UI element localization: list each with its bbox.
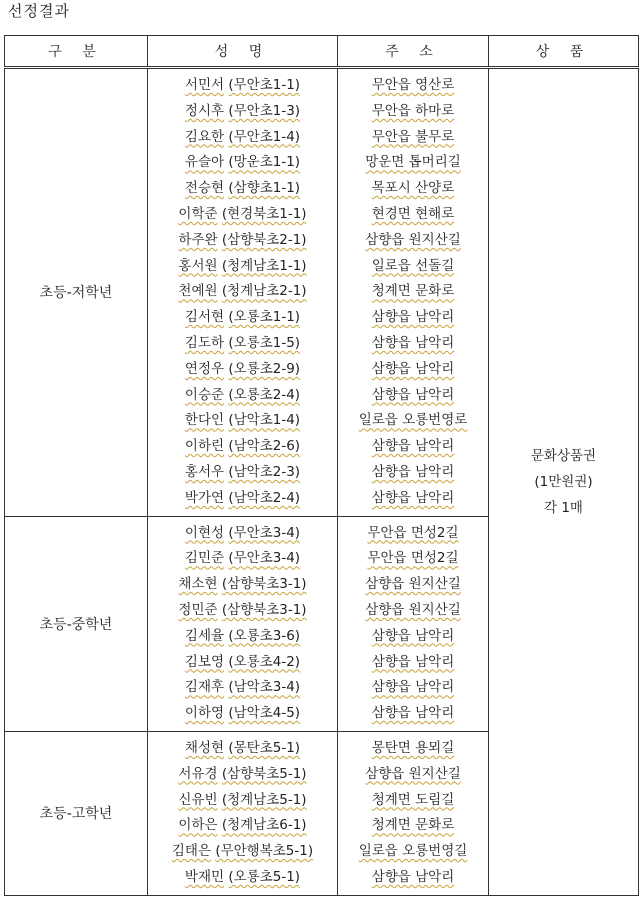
winner-name: 서유경 (178, 765, 218, 782)
winner-name: 채소현 (178, 576, 218, 593)
winner-name: 김민준 (184, 550, 225, 567)
winner-name: 이현성 (184, 524, 225, 541)
winner-entry (148, 73, 337, 99)
winner-name: 서민서 (184, 77, 225, 93)
winner-address-list (338, 731, 489, 895)
group-row (5, 68, 639, 517)
winner-entry (148, 202, 337, 228)
winner-name: 한다인 (184, 412, 225, 429)
winner-address-entry (338, 279, 488, 305)
winner-school: (삼향북초3-1) (221, 601, 307, 618)
winner-address: 삼향읍 원지산길 (365, 231, 461, 248)
winner-address: 일로읍 오룡번영로 (358, 412, 468, 429)
winner-address: 삼향읍 남악리 (371, 334, 455, 351)
winner-entry (148, 762, 337, 788)
group-category: 초등-중학년 (5, 516, 148, 731)
winner-school: (무안행복초5-1) (215, 843, 314, 860)
winner-school: (오룡초1-1) (228, 309, 301, 326)
winner-school: (오룡초5-1) (228, 868, 301, 885)
winner-address: 무안읍 불무로 (371, 128, 455, 145)
winner-address: 무안읍 면성2길 (367, 524, 459, 541)
winner-address-list (338, 68, 489, 517)
winner-entry (148, 839, 337, 865)
header-prize: 상 품 (489, 36, 639, 68)
winner-address: 삼향읍 남악리 (371, 868, 455, 885)
winner-address: 무안읍 면성2길 (367, 550, 459, 567)
winner-entry (148, 546, 337, 572)
winner-school: (무안초3-4) (228, 524, 301, 541)
winner-address: 몽탄면 용뫼길 (371, 739, 455, 756)
winner-school: (현경북초1-1) (221, 205, 307, 222)
winner-address-entry (338, 572, 488, 598)
winner-address: 무안읍 하마로 (371, 102, 455, 119)
winner-school: (청계남초1-1) (221, 257, 307, 274)
winner-address-entry (338, 736, 488, 762)
winner-name: 연정우 (184, 360, 225, 377)
winner-school: (오룡초4-2) (228, 653, 301, 670)
results-body (5, 68, 639, 896)
winner-address: 삼향읍 남악리 (371, 438, 455, 455)
winner-entry (148, 675, 337, 701)
winner-address: 삼향읍 남악리 (371, 309, 455, 326)
winner-entry (148, 813, 337, 839)
winner-name: 박가연 (184, 489, 225, 506)
winner-school: (망운초1-1) (228, 154, 301, 171)
winner-name: 정시후 (184, 102, 225, 119)
winner-name: 김요한 (184, 128, 225, 145)
winner-address-entry (338, 383, 488, 409)
winner-name: 김서현 (184, 309, 225, 326)
winner-address: 삼향읍 원지산길 (365, 576, 461, 593)
winner-name: 김도하 (184, 334, 225, 351)
winner-entry (148, 305, 337, 331)
prize-text: (1만원권) (534, 473, 593, 490)
winner-address: 삼향읍 원지산길 (365, 601, 461, 618)
winner-address: 삼향읍 남악리 (371, 705, 455, 722)
winner-address: 청계면 도림길 (371, 791, 455, 808)
winner-name: 전승현 (184, 180, 225, 197)
winner-school: (남악초4-5) (228, 705, 301, 722)
winner-entry (148, 572, 337, 598)
winner-name: 홍서원 (178, 257, 218, 274)
prize-text: 문화상품권 (530, 447, 597, 464)
winner-address-entry (338, 331, 488, 357)
winner-entry (148, 624, 337, 650)
winner-address-entry (338, 813, 488, 839)
winner-address-list (338, 516, 489, 731)
winner-address: 일로읍 선돌길 (371, 257, 455, 274)
header-row (5, 36, 639, 68)
winner-entry (148, 486, 337, 512)
winner-entry (148, 788, 337, 814)
winner-entry (148, 434, 337, 460)
winner-entry (148, 865, 337, 891)
header-address: 주 소 (338, 36, 489, 68)
winner-address-entry (338, 73, 488, 99)
winner-address: 무안읍 영산로 (371, 77, 455, 93)
winner-entry (148, 331, 337, 357)
winner-school: (삼향북초2-1) (221, 231, 307, 248)
winner-school: (오룡초3-6) (228, 627, 301, 644)
prize-cell (489, 68, 639, 896)
winner-address-entry (338, 521, 488, 547)
winner-name: 신유빈 (178, 791, 218, 808)
winner-school: (무안초1-3) (228, 102, 301, 119)
winner-name: 정민준 (178, 601, 218, 618)
group-category: 초등-고학년 (5, 731, 148, 895)
winner-school: (남악초2-6) (228, 438, 301, 455)
winner-entry (148, 650, 337, 676)
winner-address-entry (338, 486, 488, 512)
winner-entry (148, 125, 337, 151)
winner-school: (남악초2-3) (228, 463, 301, 480)
winner-name: 이하린 (184, 438, 225, 455)
winner-name-list (148, 516, 338, 731)
results-table (4, 35, 639, 896)
winner-school: (오룡초1-5) (228, 334, 301, 351)
winner-name: 이학준 (178, 205, 218, 222)
winner-address-entry (338, 176, 488, 202)
winner-school: (삼향북초3-1) (221, 576, 307, 593)
winner-name-list (148, 731, 338, 895)
winner-name: 하주완 (178, 231, 218, 248)
winner-name: 이하영 (184, 705, 225, 722)
winner-address-entry (338, 624, 488, 650)
winner-school: (남악초2-4) (228, 489, 301, 506)
winner-school: (무안초3-4) (228, 550, 301, 567)
winner-address-entry (338, 228, 488, 254)
winner-entry (148, 701, 337, 727)
winner-address: 삼향읍 남악리 (371, 489, 455, 506)
winner-name: 김세율 (184, 627, 225, 644)
winner-name: 박재민 (184, 868, 225, 885)
winner-school: (삼향초1-1) (228, 180, 301, 197)
winner-name: 홍서우 (184, 463, 225, 480)
winner-address-entry (338, 99, 488, 125)
winner-address-entry (338, 254, 488, 280)
winner-address-entry (338, 357, 488, 383)
winner-school: (오룡초2-9) (228, 360, 301, 377)
winner-entry (148, 598, 337, 624)
winner-address-entry (338, 460, 488, 486)
winner-address-entry (338, 202, 488, 228)
winner-entry (148, 150, 337, 176)
winner-address-entry (338, 408, 488, 434)
winner-name: 이하은 (178, 817, 218, 834)
winner-school: (무안초1-1) (228, 77, 301, 93)
winner-entry (148, 228, 337, 254)
winner-address-entry (338, 675, 488, 701)
winner-address-entry (338, 546, 488, 572)
winner-school: (삼향북초5-1) (221, 765, 307, 782)
winner-address-entry (338, 650, 488, 676)
winner-school: (청계남초6-1) (221, 817, 307, 834)
header-category: 구 분 (5, 36, 148, 68)
winner-name: 이승준 (184, 386, 225, 403)
winner-address-entry (338, 701, 488, 727)
winner-entry (148, 357, 337, 383)
winner-address-entry (338, 598, 488, 624)
winner-entry (148, 254, 337, 280)
winner-address: 청계면 문화로 (371, 283, 455, 300)
winner-name: 김태은 (171, 843, 212, 860)
winner-address: 청계면 문화로 (371, 817, 455, 834)
winner-address: 현경면 현해로 (371, 205, 455, 222)
winner-address-entry (338, 305, 488, 331)
prize-text: 각 1매 (544, 499, 583, 516)
winner-address-entry (338, 762, 488, 788)
winner-address-entry (338, 788, 488, 814)
group-category: 초등-저학년 (5, 68, 148, 517)
winner-school: (청계남초5-1) (221, 791, 307, 808)
winner-address-entry (338, 865, 488, 891)
winner-entry (148, 460, 337, 486)
winner-school: (오룡초2-4) (228, 386, 301, 403)
winner-school: (무안초1-4) (228, 128, 301, 145)
winner-entry (148, 383, 337, 409)
winner-entry (148, 176, 337, 202)
winner-address: 삼향읍 남악리 (371, 386, 455, 403)
winner-name: 채성현 (184, 739, 225, 756)
winner-entry (148, 521, 337, 547)
page-title: 선정결과 (8, 2, 70, 20)
winner-address: 망운면 톱머리길 (365, 154, 461, 171)
winner-address-entry (338, 125, 488, 151)
winner-entry (148, 736, 337, 762)
winner-name: 김재후 (184, 679, 225, 696)
winner-address: 삼향읍 남악리 (371, 679, 455, 696)
winner-address: 삼향읍 원지산길 (365, 765, 461, 782)
winner-name: 김보영 (184, 653, 225, 670)
winner-address: 일로읍 오룡번영길 (358, 843, 468, 860)
winner-name: 유슬아 (184, 154, 225, 171)
winner-school: (남악초3-4) (228, 679, 301, 696)
winner-school: (남악초1-4) (228, 412, 301, 429)
winner-entry (148, 279, 337, 305)
winner-address: 삼향읍 남악리 (371, 360, 455, 377)
winner-school: (몽탄초5-1) (228, 739, 301, 756)
winner-address: 삼향읍 남악리 (371, 463, 455, 480)
winner-address-entry (338, 434, 488, 460)
winner-address: 삼향읍 남악리 (371, 653, 455, 670)
winner-address: 삼향읍 남악리 (371, 627, 455, 644)
header-name: 성 명 (148, 36, 338, 68)
winner-entry (148, 99, 337, 125)
winner-name-list (148, 68, 338, 517)
winner-address-entry (338, 150, 488, 176)
winner-address: 목포시 산양로 (371, 180, 455, 197)
winner-name: 천예원 (178, 283, 218, 300)
winner-school: (청계남초2-1) (221, 283, 307, 300)
winner-address-entry (338, 839, 488, 865)
winner-entry (148, 408, 337, 434)
